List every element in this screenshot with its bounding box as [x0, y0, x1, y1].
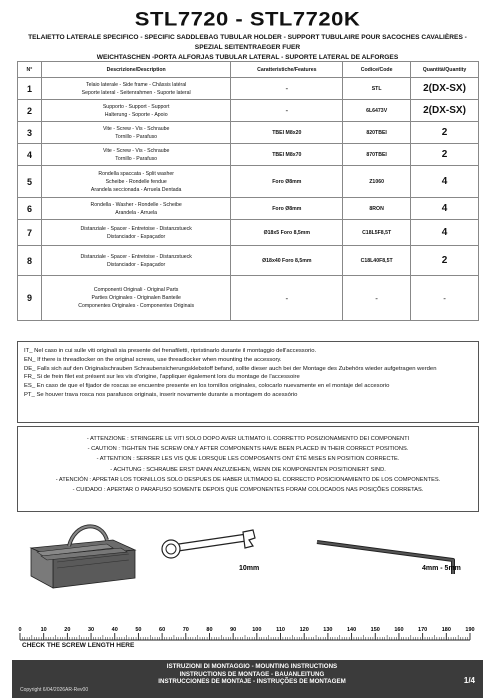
document-subtitle — [20, 33, 475, 63]
row-code: C18L40F8,5T — [343, 246, 411, 276]
desc-line: Vite - Screw - Vis - Schraube — [102, 147, 170, 154]
desc-line: Componenti Originali - Original Parts — [93, 287, 179, 293]
table-row — [18, 246, 479, 276]
desc-line: Rondella spaccata - Split washer — [98, 170, 174, 177]
row-features: TBEI M8x70 — [231, 144, 343, 166]
ruler-tick-label: 180 — [441, 627, 451, 633]
row-features: Foro Ø8mm — [231, 166, 343, 198]
document-title: STL7720 - STL7720K — [134, 7, 361, 30]
row-description — [41, 166, 230, 198]
row-description — [41, 198, 230, 220]
row-code: 870TBEI — [343, 144, 411, 166]
ruler-tick-label: 160 — [394, 627, 404, 633]
row-description — [41, 220, 230, 246]
header-features: Caratteristiche/Features — [231, 62, 343, 78]
header-quantity: Quantità/Quantity — [411, 62, 479, 78]
ruler-caption: CHECK THE SCREW LENGTH HERE — [22, 642, 135, 649]
row-features: TBEI M8x20 — [231, 122, 343, 144]
row-code: Z1060 — [343, 166, 411, 198]
ruler-tick-label: 190 — [465, 627, 475, 633]
footer-title-line: INSTRUCCIONES DE MONTAJE - INSTRUÇÕES DE MONTAGEM — [158, 678, 346, 686]
tightening-caution-notice — [17, 426, 479, 512]
hex-key-size-label: 4mm - 5mm — [422, 565, 461, 572]
row-quantity: 4 — [411, 198, 479, 220]
desc-line: Distanciador - Espaçador — [107, 233, 166, 240]
row-number: 4 — [18, 144, 42, 166]
row-features: Ø18x5 Foro 8,5mm — [231, 220, 343, 246]
row-quantity: 2(DX-SX) — [411, 100, 479, 122]
threadlocker-notice — [17, 341, 479, 423]
page-number: 1/4 — [463, 676, 475, 685]
table-row — [18, 144, 479, 166]
ruler-tick-label: 50 — [135, 627, 142, 633]
desc-line: Rondella - Washer - Rondelle - Scheibe — [90, 201, 182, 208]
row-number: 3 — [18, 122, 42, 144]
ruler-tick-label: 80 — [206, 627, 213, 633]
row-description — [41, 100, 230, 122]
row-description — [41, 122, 230, 144]
row-code: STL — [343, 78, 411, 100]
desc-line: Seporte lateral - Seitenrahmen - Suporte lateral — [81, 89, 191, 96]
notice-line: PT_ Se houver trava rosca nos parafusos originais, inserir novamente durante a montagem do acessório — [24, 391, 298, 398]
parts-table-header — [18, 62, 479, 78]
row-number: 6 — [18, 198, 42, 220]
row-quantity: 2(DX-SX) — [411, 78, 479, 100]
tools-section — [17, 518, 479, 618]
row-number: 9 — [18, 276, 42, 321]
row-description — [41, 276, 230, 321]
row-description — [41, 78, 230, 100]
table-row — [18, 78, 479, 100]
ruler-tick-label: 90 — [230, 627, 237, 633]
row-code: - — [343, 276, 411, 321]
ruler-tick-label: 110 — [276, 627, 285, 633]
caution-line: - ATENCIÓN : APRETAR LOS TORNILLOS SOLO DESPUES DE HABER ULTIMADO EL CORRECTO POSICIONAMIENTO DE LOS COMPONENTES. — [55, 476, 441, 483]
table-row — [18, 166, 479, 198]
header-description: Descrizione/Description — [41, 62, 230, 78]
table-row — [18, 122, 479, 144]
footer-title-line: ISTRUZIONI DI MONTAGGIO - MOUNTING INSTRUCTIONS — [166, 663, 338, 670]
row-number: 5 — [18, 166, 42, 198]
desc-line: Arandela - Arruela — [115, 209, 158, 216]
row-features: - — [231, 78, 343, 100]
desc-line: Halterung - Soporte - Apoio — [104, 111, 168, 118]
notice-line: EN_ If there is threadlocker on the original screws, use threadlocker when mounting the accessory. — [24, 356, 282, 363]
row-code: 8RON — [343, 198, 411, 220]
row-description — [41, 144, 230, 166]
copyright-text: Copyright 6/04/2026AR-Rev00 — [20, 687, 89, 693]
caution-line: - CAUTION : TIGHTEN THE SCREW ONLY AFTER COMPONENTS HAVE BEEN PLACED IN THEIR CORRECT POSITIONS. — [87, 446, 409, 453]
ruler-tick-label: 20 — [64, 627, 71, 633]
ruler-tick-label: 130 — [323, 627, 333, 633]
row-quantity: 4 — [411, 220, 479, 246]
caution-line: - CUIDADO : APERTAR O PARAFUSO SOMENTE DEPOIS QUE COMPONENTES FORAM COLOCADOS NAS POSIÇÕES CORRETAS. — [72, 487, 424, 494]
notice-line: DE_ Falls sich auf den Originalschrauben Schraubensicherungsklebstoff befand, sollte dieser auch bei der Montage des Zubehörs wieder aufgetragen werden — [24, 365, 437, 372]
header-number: N° — [18, 62, 42, 78]
notice-line: FR_ Si de frein filet est présent sur les vis d'origine, l'appliquer également lors du montage de l'accessoire — [24, 374, 300, 381]
row-quantity: 2 — [411, 144, 479, 166]
subtitle-line-1: TELAIETTO LATERALE SPECIFICO - SPECIFIC SADDLEBAG TUBULAR HOLDER - SUPPORT TUBULAIRE POUR SACOCHES CAVALIÈRES - SPEZIAL SEITENTRAEGER FUER — [28, 34, 467, 51]
row-number: 7 — [18, 220, 42, 246]
desc-line: Distanciador - Espaçador — [107, 261, 166, 268]
desc-line: Vite - Screw - Vis - Schraube — [102, 125, 170, 132]
subtitle-line-2: WEICHTASCHEN -PORTA ALFORJAS TUBULAR LATERAL - SUPORTE LATERAL DE ALFORGES — [96, 54, 399, 61]
desc-line: Telaio laterale - Side frame - Châssis latéral — [85, 81, 187, 88]
table-row — [18, 198, 479, 220]
ruler-tick-label: 170 — [418, 627, 428, 633]
row-features: - — [231, 276, 343, 321]
table-row — [18, 100, 479, 122]
ruler-tick-label: 100 — [252, 627, 262, 633]
parts-table — [17, 61, 479, 321]
table-row — [18, 220, 479, 246]
row-number: 8 — [18, 246, 42, 276]
row-code: 820TBEI — [343, 122, 411, 144]
footer-title — [122, 663, 382, 686]
desc-line: Parties Originales - Originalen Banteile — [91, 295, 181, 301]
wrench-size-label: 10mm — [239, 565, 260, 572]
desc-line: Tornillo - Parafuso — [115, 155, 158, 162]
desc-line: Supporto - Support - Support — [102, 103, 170, 110]
desc-line: Componentes Originales - Componentes Originais — [78, 303, 195, 309]
row-description — [41, 246, 230, 276]
footer-title-line: INSTRUCTIONS DE MONTAGE - BAUANLEITUNG — [179, 670, 325, 678]
row-quantity: 2 — [411, 122, 479, 144]
table-row — [18, 276, 479, 321]
desc-line: Tornillo - Parafuso — [115, 133, 158, 140]
row-features: - — [231, 100, 343, 122]
row-features: Foro Ø8mm — [231, 198, 343, 220]
screw-length-ruler — [0, 620, 495, 660]
ruler-tick-label: 140 — [346, 627, 357, 633]
caution-line: - ATTENZIONE : STRINGERE LE VITI SOLO DOPO AVER ULTIMATO IL CORRETTO POSIZIONAMENTO DEI COMPONENTI — [86, 436, 410, 442]
row-number: 2 — [18, 100, 42, 122]
desc-line: Distanziale - Spacer - Entretoise - Distanzstueck — [80, 225, 192, 232]
row-quantity: 4 — [411, 166, 479, 198]
ruler-tick-label: 70 — [182, 627, 189, 633]
ruler-tick-label: 150 — [370, 627, 380, 633]
ruler-tick-label: 0 — [18, 627, 22, 633]
desc-line: Arandela seccionada - Arruela Dentada — [90, 186, 182, 193]
row-quantity: - — [411, 276, 479, 321]
caution-line: - ACHTUNG : SCHRAUBE ERST DANN ANZUZIEHEN, WENN DIE KOMPONENTEN POSITIONIERT SIND. — [110, 466, 386, 473]
ruler-tick-label: 10 — [40, 627, 47, 633]
wrench-icon — [162, 530, 255, 558]
caution-line: - ATTENTION : SERRER LES VIS QUE LORSQUE LES COMPOSANTS ONT ÉTÉ MISES EN POSITION CORRECTE. — [96, 456, 400, 463]
toolbox-icon — [31, 526, 135, 588]
row-features: Ø18x40 Foro 8,5mm — [231, 246, 343, 276]
ruler-tick-label: 120 — [299, 627, 309, 633]
ruler-tick-label: 40 — [111, 627, 118, 633]
row-number: 1 — [18, 78, 42, 100]
ruler-tick-label: 60 — [159, 627, 166, 633]
desc-line: Scheibe - Rondelle fendue — [105, 178, 167, 185]
notice-line: ES_ En caso de que el fijador de roscas se encuentre presente en los tornillos originales, colocarlo nuevamente en el montaje del accesorio — [24, 383, 390, 390]
header-code: Codice/Code — [343, 62, 411, 78]
ruler-tick-label: 30 — [87, 627, 95, 633]
footer-bar — [12, 660, 483, 698]
desc-line: Distanziale - Spacer - Entretoise - Distanzstueck — [80, 253, 192, 260]
row-quantity: 2 — [411, 246, 479, 276]
notice-line: IT_ Nel caso in cui sulle viti originali sia presente del frenafiletti, ripristinarlo durante il montaggio dell'accessorio. — [24, 348, 317, 354]
tools-illustration — [17, 518, 479, 618]
row-code: 6L6473V — [343, 100, 411, 122]
row-code: C18L5F8,5T — [343, 220, 411, 246]
